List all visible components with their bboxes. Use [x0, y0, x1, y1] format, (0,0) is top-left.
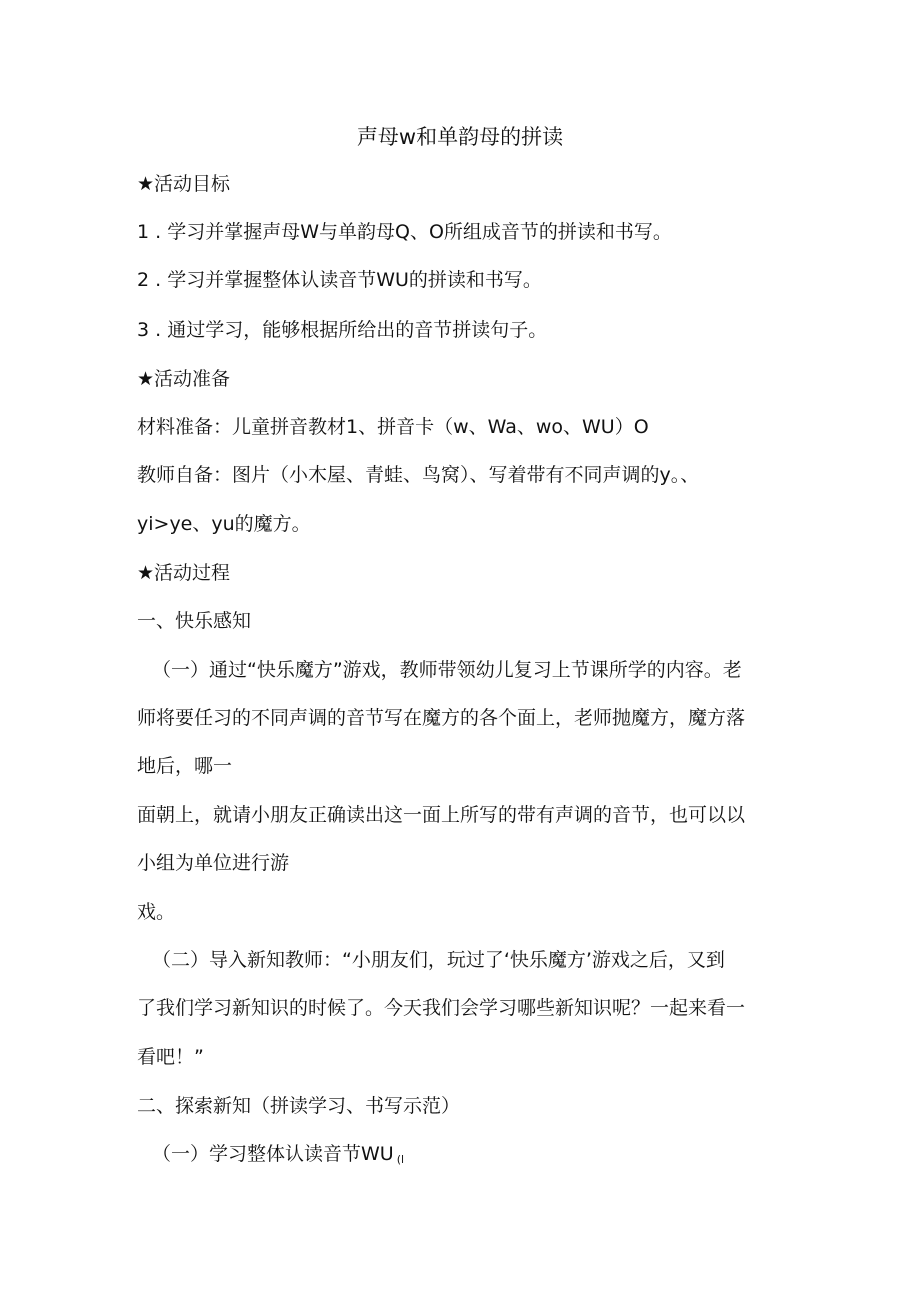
- para-1-line-6: 戏。: [137, 901, 176, 923]
- goal-item-3: 3 . 通过学习，能够根据所给出的音节拼读句子。: [137, 319, 548, 341]
- para-1-line-3: 地后，哪一: [137, 755, 233, 777]
- document-title: 声母w和单韵母的拼读: [356, 125, 564, 149]
- section-2-heading: 二、探索新知（拼读学习、书写示范）: [137, 1095, 461, 1117]
- prep-teacher-line-2: yi>ye、yu的魔方。: [137, 513, 311, 535]
- subsection-1-mark: (l: [396, 1153, 405, 1166]
- para-2-line-2: 了我们学习新知识的时候了。今天我们会学习哪些新知识呢？一起来看一: [137, 997, 746, 1019]
- prep-materials: 材料准备：儿童拼音教材1、拼音卡（w、Wa、wo、WU）O: [137, 416, 649, 438]
- para-1-line-5: 小组为单位进行游: [137, 852, 290, 874]
- subsection-1-text: （一）学习整体认读音节WU: [152, 1143, 394, 1165]
- prep-teacher-line-1: 教师自备：图片（小木屋、青蛙、鸟窝）、写着带有不同声调的y。、: [137, 464, 700, 486]
- prep-heading: ★活动准备: [137, 368, 231, 390]
- para-1-line-2: 师将要任习的不同声调的音节写在魔方的各个面上，老师抛魔方，魔方落: [137, 707, 746, 729]
- process-heading: ★活动过程: [137, 562, 231, 584]
- goal-item-1: 1 . 学习并掌握声母W与单韵母Q、O所组成音节的拼读和书写。: [137, 221, 672, 243]
- subsection-1-heading: [152, 1142, 404, 1172]
- para-2-line-1: （二）导入新知教师：“小朋友们，玩过了‘快乐魔方’游戏之后，又到: [152, 949, 725, 971]
- para-1-line-1: （一）通过“快乐魔方”游戏，教师带领幼儿复习上节课所学的内容。老: [152, 659, 742, 681]
- para-2-line-3: 看吧！”: [137, 1046, 204, 1068]
- section-1-heading: 一、快乐感知: [137, 610, 252, 632]
- goals-heading: ★活动目标: [137, 173, 231, 195]
- para-1-line-4: 面朝上，就请小朋友正确读出这一面上所写的带有声调的音节，也可以以: [137, 804, 746, 826]
- goal-item-2: 2 . 学习并掌握整体认读音节WU的拼读和书写。: [137, 269, 542, 291]
